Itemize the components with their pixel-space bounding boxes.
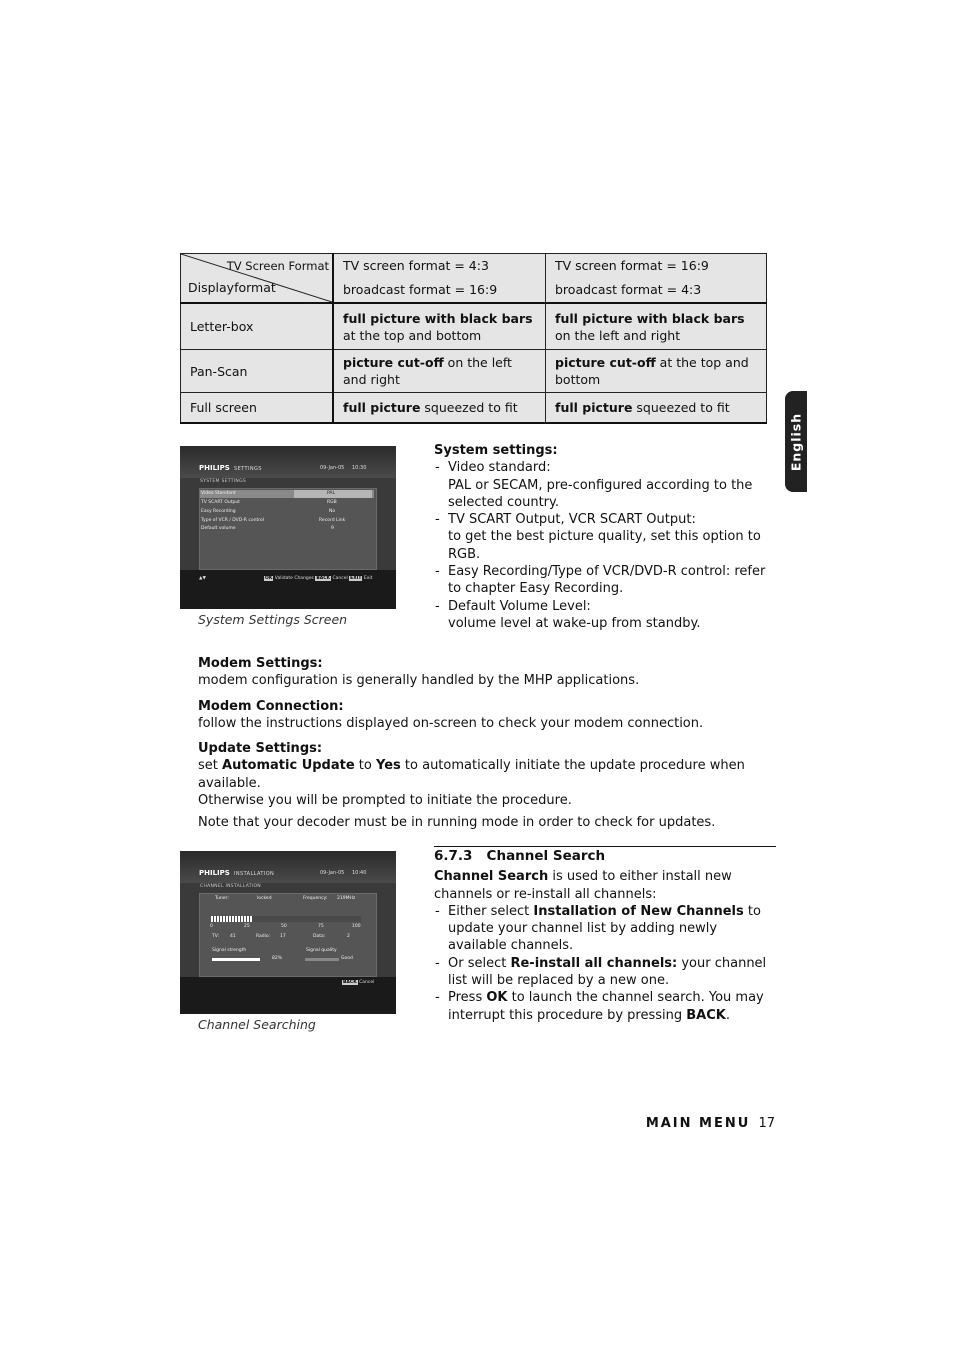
col2-header: TV screen format = 16:9 broadcast format = 4:3 — [546, 254, 767, 304]
modem-connection-text: follow the instructions displayed on-screen to check your modem connection. — [198, 715, 704, 731]
corner-bottom-label: Displayformat — [188, 280, 276, 295]
screen-date: 09-Jan-05 — [320, 870, 345, 876]
row-label: Letter-box — [181, 303, 334, 350]
modem-update-section — [198, 655, 768, 832]
channel-counts-row: TV: 41 Radio: 17 Data: 2 — [212, 934, 350, 939]
list-item: Default volume 9 — [201, 526, 334, 531]
table-cell: picture cut-off on the left and right — [333, 350, 546, 393]
list-item: Type of VCR / DVD-R control Record Link — [201, 518, 346, 523]
table-row — [181, 303, 767, 350]
footer-section: MAIN MENU — [645, 1116, 751, 1131]
screen-section: CHANNEL INSTALLATION — [200, 884, 261, 889]
section-heading: System settings: — [434, 443, 558, 458]
signal-quality-value: Good — [341, 956, 353, 961]
table-cell: full picture squeezed to fit — [333, 393, 546, 424]
philips-logo: PHILIPS — [199, 464, 230, 472]
table-cell: full picture squeezed to fit — [546, 393, 767, 424]
list-item: - TV SCART Output, VCR SCART Output: to get the best picture quality, set this option to RGB. — [434, 511, 769, 563]
signal-labels-row: Signal strength Signal quality — [212, 948, 337, 953]
list-item: Video Standard PAL — [201, 491, 336, 496]
channel-search-intro: Channel Search is used to either install new channels or re-install all channels: — [434, 869, 732, 902]
settings-caption: System Settings Screen — [198, 612, 348, 627]
screen-title: INSTALLATION — [234, 871, 275, 877]
progress-scale: 0 25 50 75 100 — [210, 924, 361, 929]
table-cell: full picture with black bars at the top and bottom — [333, 303, 546, 350]
row-label: Pan-Scan — [181, 350, 334, 393]
language-tab — [785, 391, 807, 492]
screen-title: SETTINGS — [234, 466, 262, 472]
col1-header: TV screen format = 4:3 broadcast format = 16:9 — [333, 254, 546, 304]
progress-bar — [211, 916, 361, 922]
system-settings-section — [434, 442, 769, 632]
list-item: - Press OK to launch the channel search. You may interrupt this procedure by pressing BACK. — [434, 989, 776, 1024]
list-item: - Or select Re-install all channels: your channel list will be replaced by a new one. — [434, 955, 776, 990]
list-item: - Either select Installation of New Channels to update your channel list by adding newly available channels. — [434, 903, 776, 955]
modem-settings-heading: Modem Settings: — [198, 656, 323, 671]
table-row — [181, 350, 767, 393]
screen-date: 09-Jan-05 — [320, 465, 345, 471]
philips-logo: PHILIPS — [199, 869, 230, 877]
modem-connection-heading: Modem Connection: — [198, 698, 344, 714]
screen-key-legend: BACK Cancel — [343, 980, 375, 985]
list-item: - Video standard: PAL or SECAM, pre-configured according to the selected country. — [434, 459, 769, 511]
channel-search-list — [434, 903, 776, 1024]
tuner-row: Tuner: locked Frequency: 219MHz — [215, 896, 356, 901]
table-cell: picture cut-off at the top and bottom — [546, 350, 767, 393]
row-label: Full screen — [181, 393, 334, 424]
section-rule — [434, 846, 776, 847]
table-row — [181, 393, 767, 424]
update-settings-text: set Automatic Update to Yes to automatically initiate the update procedure when available. — [198, 758, 745, 791]
signal-quality-bar — [305, 958, 339, 961]
update-settings-text-2: Otherwise you will be prompted to initiate the procedure. — [198, 793, 572, 809]
list-item: TV SCART Output RGB — [201, 500, 337, 505]
installation-screenshot — [180, 851, 396, 1014]
signal-strength-bar — [212, 958, 270, 961]
update-note: Note that your decoder must be in running mode in order to check for updates. — [198, 815, 716, 831]
channel-search-section — [434, 848, 776, 1024]
settings-screenshot — [180, 446, 396, 609]
signal-strength-value: 82% — [272, 956, 283, 961]
list-item: - Default Volume Level: volume level at wake-up from standby. — [434, 598, 769, 633]
table-corner-cell — [181, 254, 334, 304]
list-item: - Easy Recording/Type of VCR/DVD-R control: refer to chapter Easy Recording. — [434, 563, 769, 598]
page-number: 17 — [758, 1116, 775, 1131]
section-heading: 6.7.3 Channel Search — [434, 848, 606, 864]
modem-settings-text: modem configuration is generally handled by the MHP applications. — [198, 673, 640, 689]
screen-time: 10:40 — [352, 870, 367, 876]
screen-key-legend: OK Validate Changes BACK Cancel EXIT Exit — [265, 576, 373, 581]
language-tab-label: English — [788, 412, 804, 471]
list-item: Easy Recording No — [201, 509, 336, 514]
up-down-arrows-icon: ▲▼ — [199, 576, 206, 581]
screen-time: 10:30 — [352, 465, 367, 471]
page-footer — [646, 1116, 775, 1131]
format-table — [180, 253, 767, 424]
progress-fill — [211, 916, 253, 922]
signal-strength-fill — [212, 958, 260, 961]
table-cell: full picture with black bars on the left and right — [546, 303, 767, 350]
update-settings-heading: Update Settings: — [198, 741, 323, 757]
system-settings-list — [434, 459, 769, 632]
install-caption: Channel Searching — [198, 1017, 316, 1032]
corner-top-label: TV Screen Format — [226, 259, 329, 273]
screen-section: SYSTEM SETTINGS — [200, 479, 247, 484]
